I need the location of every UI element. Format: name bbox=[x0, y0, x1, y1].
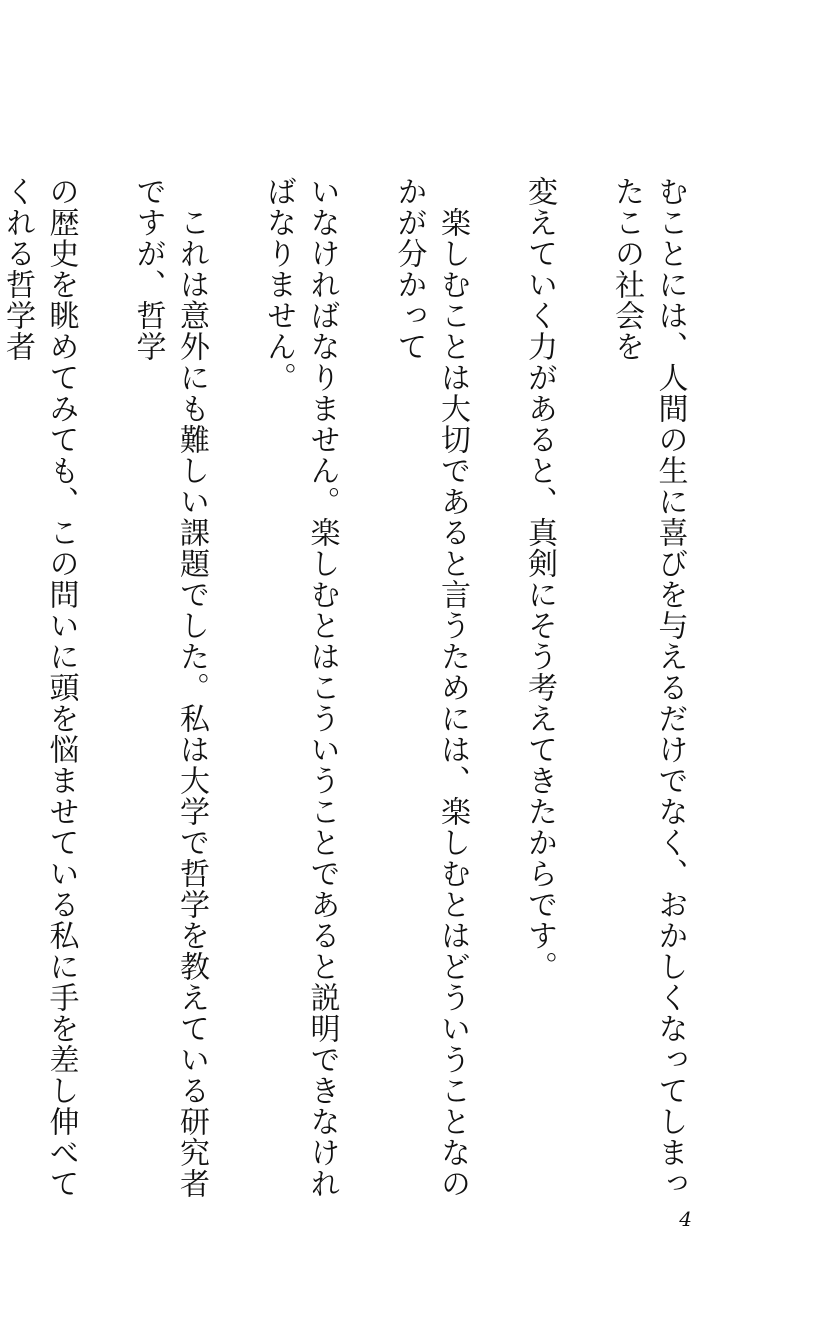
text-line-3: 楽しむことは大切であると言うためには、楽しむとはどういうことなのかが分かって bbox=[391, 176, 470, 1199]
page-number: 4 bbox=[679, 1207, 692, 1231]
text-line-4: いなければなりません。楽しむとはこういうことであると説明できなければなりません。 bbox=[261, 176, 340, 1199]
text-line-1: むことには、人間の生に喜びを与えるだけでなく、おかしくなってしまったこの社会を bbox=[609, 176, 688, 1199]
vertical-text-body bbox=[0, 176, 735, 1206]
text-line-2: 変えていく力があると、真剣にそう考えてきたからです。 bbox=[522, 176, 557, 982]
text-line-6: の歴史を眺めてみても、この問いに頭を悩ませている私に手を差し伸べてくれる哲学者 bbox=[0, 176, 79, 1199]
text-line-5: これは意外にも難しい課題でした。私は大学で哲学を教えている研究者ですが、哲学 bbox=[130, 176, 209, 1199]
